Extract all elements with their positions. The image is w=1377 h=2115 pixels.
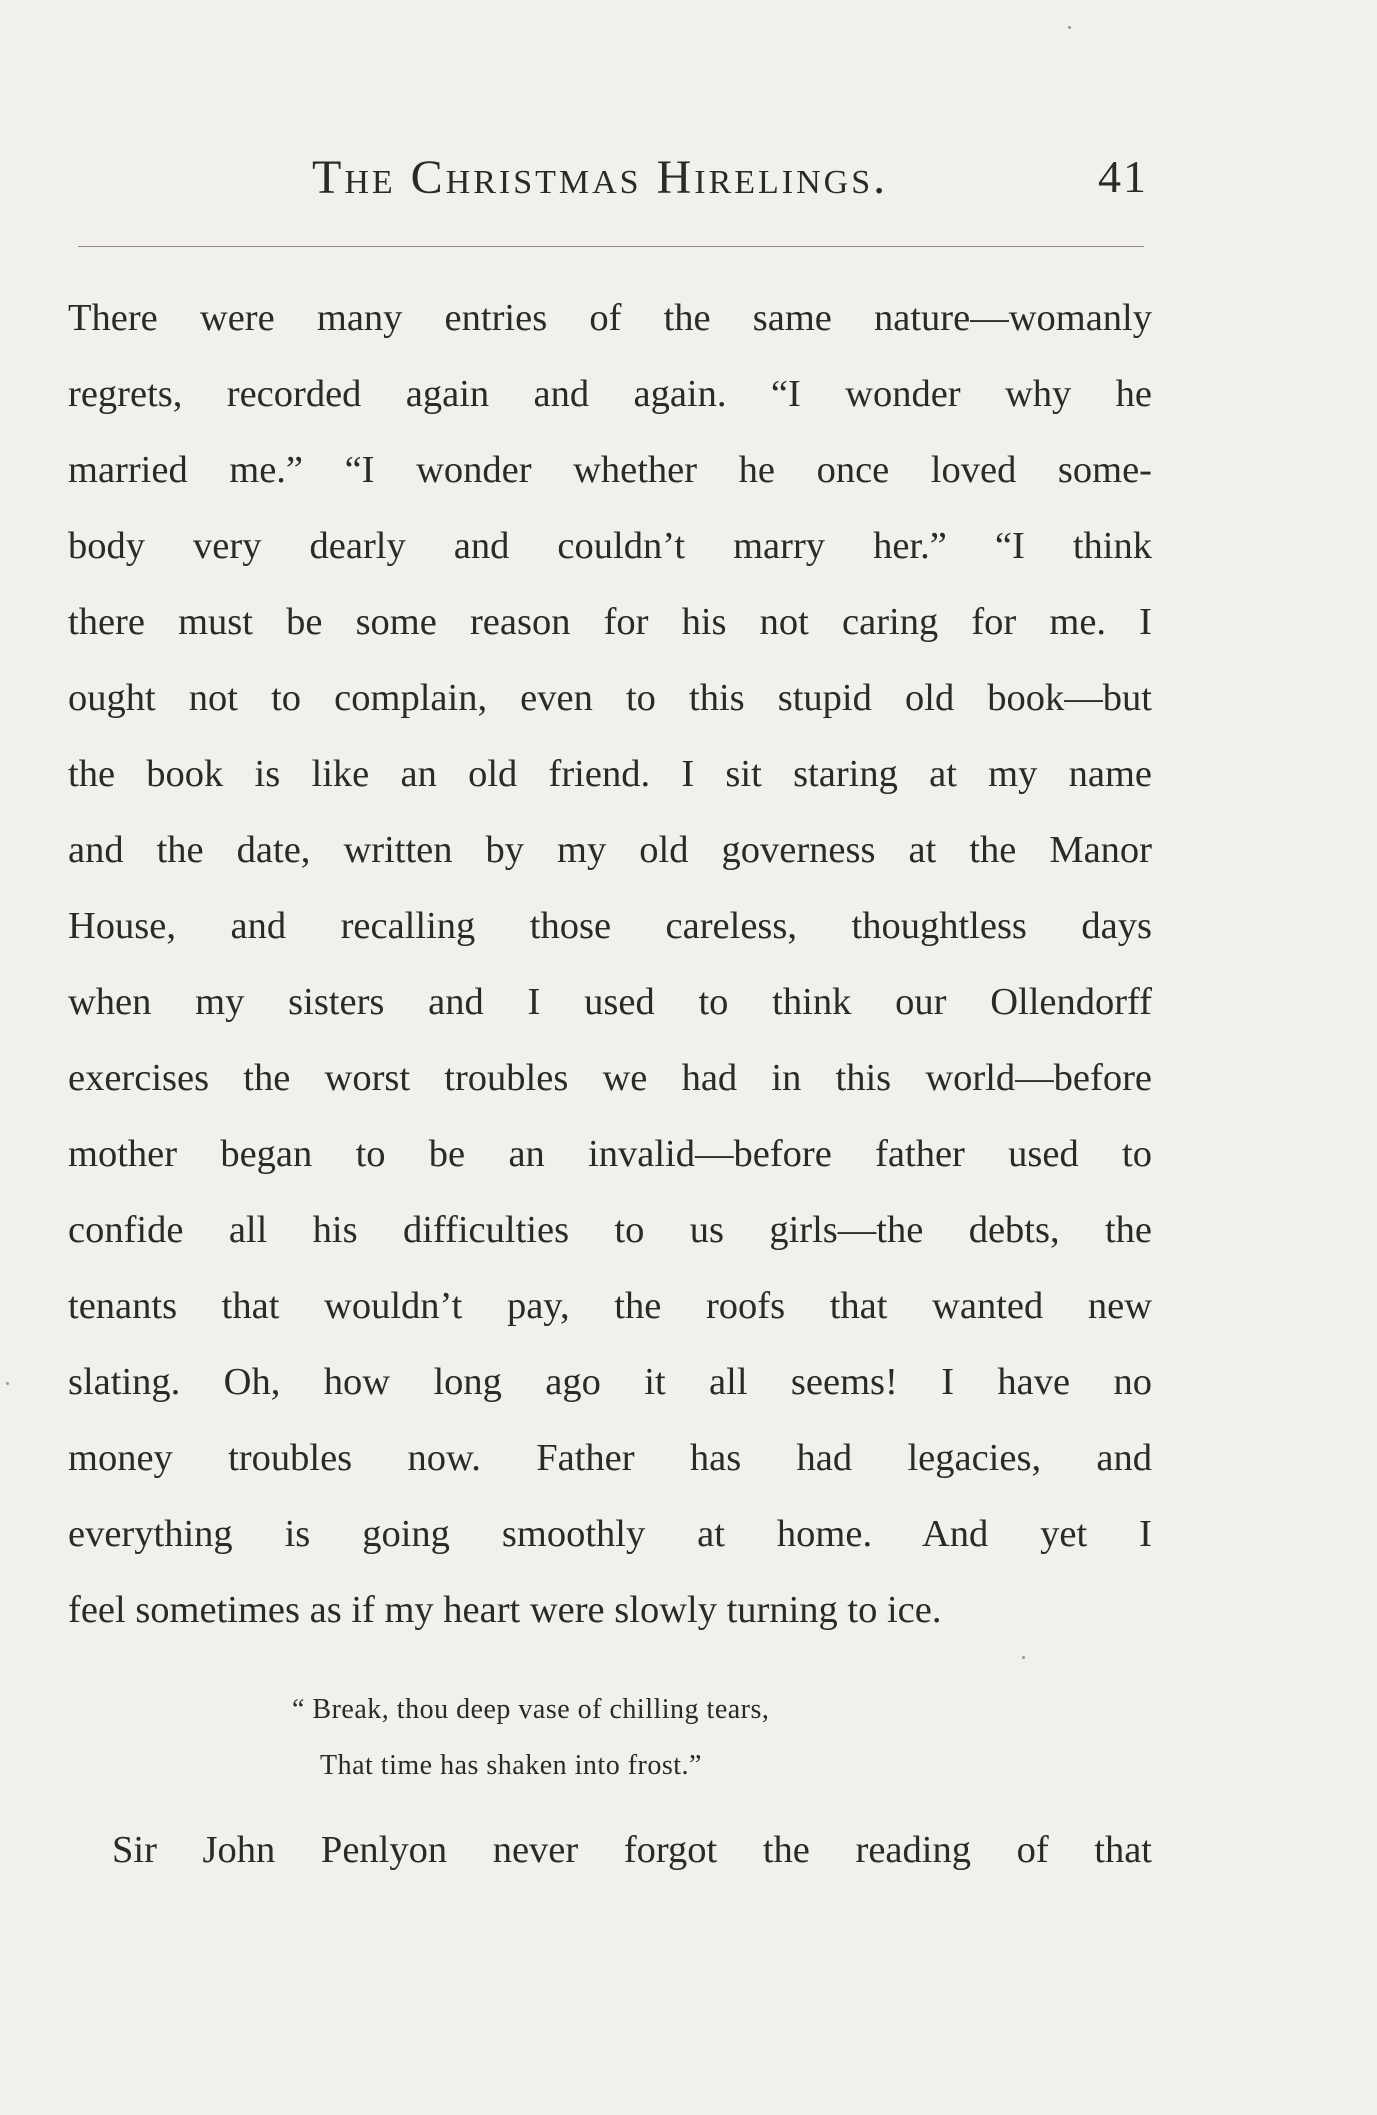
- text-line: exercises the worst troubles we had in this world—before: [68, 1057, 1152, 1099]
- verse-quotation: [292, 1682, 1012, 1794]
- paper-speck: [6, 1382, 9, 1385]
- paragraph: [68, 280, 1152, 1648]
- text-line: There were many entries of the same nature—womanly: [68, 297, 1152, 339]
- continuation-paragraph: [68, 1812, 1152, 1888]
- running-head: [68, 150, 1148, 210]
- header-rule: [78, 246, 1144, 247]
- text-line: feel sometimes as if my heart were slowly turning to ice.: [68, 1589, 942, 1631]
- text-line: there must be some reason for his not caring for me. I: [68, 601, 1152, 643]
- text-line: and the date, written by my old governess at the Manor: [68, 829, 1152, 871]
- running-title: The Christmas Hirelings.: [312, 151, 889, 204]
- text-line: ought not to complain, even to this stupid old book—but: [68, 677, 1152, 719]
- text-line: confide all his difficulties to us girls—the debts, the: [68, 1209, 1152, 1251]
- text-line: mother began to be an invalid—before father used to: [68, 1133, 1152, 1175]
- text-line: Sir John Penlyon never forgot the reading of that: [112, 1829, 1152, 1871]
- text-line: regrets, recorded again and again. “I wonder why he: [68, 373, 1152, 415]
- text-line: House, and recalling those careless, thoughtless days: [68, 905, 1152, 947]
- text-line: married me.” “I wonder whether he once loved some-: [68, 449, 1152, 491]
- paper-speck: [1068, 26, 1071, 29]
- text-line: everything is going smoothly at home. And yet I: [68, 1513, 1152, 1555]
- text-line: when my sisters and I used to think our Ollendorff: [68, 981, 1152, 1023]
- paper-speck: [1022, 1656, 1025, 1659]
- verse-line: “ Break, thou deep vase of chilling tears,: [292, 1694, 770, 1725]
- text-line: body very dearly and couldn’t marry her.” “I think: [68, 525, 1152, 567]
- text-line: the book is like an old friend. I sit staring at my name: [68, 753, 1152, 795]
- text-line: tenants that wouldn’t pay, the roofs that wanted new: [68, 1285, 1152, 1327]
- text-line: money troubles now. Father has had legacies, and: [68, 1437, 1152, 1479]
- page-number: 41: [1098, 151, 1148, 202]
- verse-line: That time has shaken into frost.”: [320, 1750, 702, 1781]
- text-line: slating. Oh, how long ago it all seems! I have no: [68, 1361, 1152, 1403]
